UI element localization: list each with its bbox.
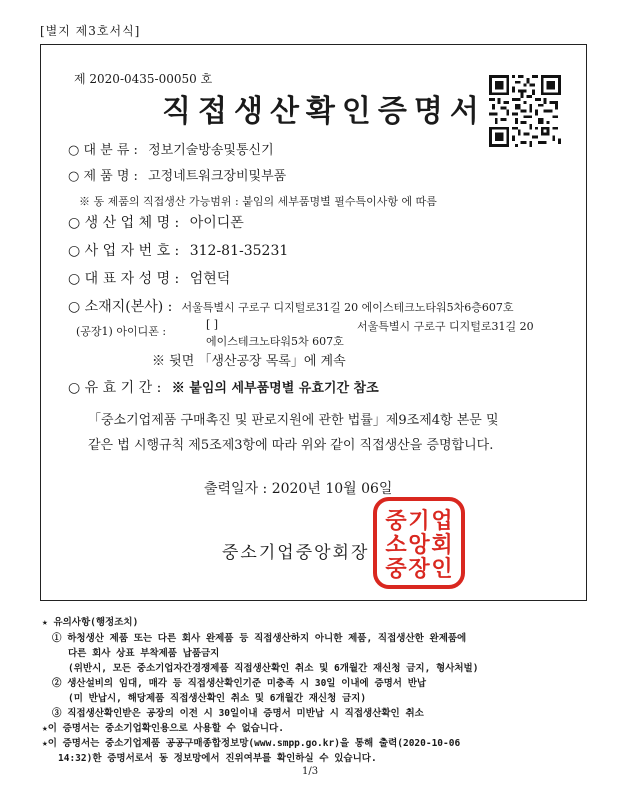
factory-address-line1: 서울특별시 구로구 디지털로31길 20 bbox=[357, 320, 534, 333]
validity-value: ※ 붙임의 세부품명별 유효기간 참조 bbox=[171, 381, 379, 396]
notice-star1: ★이 증명서는 중소기업확인용으로 사용할 수 없습니다. bbox=[42, 723, 284, 734]
issuer-name: 중소기업중앙회장 bbox=[222, 543, 370, 563]
seal-char: 업 bbox=[431, 508, 453, 534]
factory-bracket: [ ] bbox=[206, 318, 219, 331]
notice-item2-line1: ② 생산설비의 임대, 매각 등 직접생산확인기준 미충족 시 30일 이내에 증명서 반납 bbox=[52, 678, 427, 689]
notice-star2-line2: 14:32)한 증명서로서 동 정보망에서 진위여부를 확인하실 수 있습니다. bbox=[58, 753, 377, 764]
business-number-value: 312-81-35231 bbox=[189, 243, 289, 259]
form-label: [별지 제3호서식] bbox=[40, 24, 141, 38]
factory-address-line2: 에이스테크노타워5차 607호 bbox=[206, 335, 344, 348]
validity-label: ○ 유 효 기 간 : bbox=[68, 380, 162, 396]
ceo-row bbox=[68, 268, 230, 288]
product-row bbox=[68, 165, 286, 184]
company-value: 아이디폰 bbox=[189, 215, 244, 231]
address-label: ○ 소재지(본사) : bbox=[68, 299, 173, 315]
notice-item3: ③ 직접생산확인받은 공장의 이전 시 30일이내 증명서 미반납 시 직접생산확인 취소 bbox=[52, 708, 424, 719]
statement-line1: 「중소기업제품 구매촉진 및 판로지원에 관한 법률」제9조제4항 본문 및 bbox=[88, 413, 499, 428]
address-value: 서울특별시 구로구 디지털로31길 20 에이스테크노타워5차6층607호 bbox=[181, 301, 514, 314]
seal-char: 기 bbox=[408, 508, 430, 534]
notice-item2-line2: (미 반납시, 해당제품 직접생산확인 취소 및 6개월간 재신청 금지) bbox=[68, 693, 367, 704]
seal-char: 소 bbox=[385, 532, 407, 558]
category-label: ○ 대 분 류 : bbox=[68, 143, 138, 158]
company-label: ○ 생 산 업 체 명 : bbox=[68, 215, 180, 231]
factory-label: (공장1) 아이디폰 : bbox=[76, 325, 167, 338]
product-value: 고정네트워크장비및부품 bbox=[148, 169, 287, 184]
notice-star2-line1: ★이 증명서는 중소기업제품 공공구매종합정보망(www.smpp.go.kr)을 통해 출력(2020-10-06 bbox=[42, 738, 461, 749]
seal-char: 중 bbox=[385, 508, 407, 534]
print-date: 출력일자 : 2020년 10월 06일 bbox=[204, 481, 393, 497]
notice-item1-line2: 다른 회사 상표 부착제품 납품금지 bbox=[68, 648, 220, 659]
notice-item1-line3: (위반시, 모든 중소기업자간경쟁제품 직접생산확인 취소 및 6개월간 재신청 금지, 형사처벌) bbox=[68, 663, 479, 674]
product-label: ○ 제 품 명 : bbox=[68, 169, 138, 184]
ceo-value: 엄현덕 bbox=[189, 271, 231, 287]
document-number: 제 2020-0435-00050 호 bbox=[74, 72, 213, 86]
category-row bbox=[68, 139, 274, 158]
qr-code-icon bbox=[489, 75, 561, 147]
validity-row bbox=[68, 377, 379, 397]
notice-item1-line1: ① 하청생산 제품 또는 다른 회사 완제품 등 직접생산하지 아니한 제품, 직접생산한 완제품에 bbox=[52, 633, 467, 644]
address-row bbox=[68, 296, 513, 316]
seal-char: 인 bbox=[431, 556, 453, 582]
statement-line2: 같은 법 시행규칙 제5조제3항에 따라 위와 같이 직접생산을 증명합니다. bbox=[88, 438, 494, 453]
factory-note: ※ 뒷면 「생산공장 목록」에 계속 bbox=[152, 354, 346, 369]
company-row bbox=[68, 212, 244, 232]
official-seal-icon bbox=[372, 496, 466, 590]
seal-char: 회 bbox=[431, 532, 453, 558]
notice-heading: ★ 유의사항(행정조치) bbox=[42, 617, 139, 628]
ceo-label: ○ 대 표 자 성 명 : bbox=[68, 271, 180, 287]
seal-char: 중 bbox=[385, 556, 407, 582]
business-number-label: ○ 사 업 자 번 호 : bbox=[68, 243, 180, 259]
business-number-row bbox=[68, 240, 288, 260]
seal-char: 앙 bbox=[408, 532, 430, 558]
seal-char: 장 bbox=[408, 556, 430, 582]
page-number: 1/3 bbox=[302, 766, 319, 777]
scope-note: ※ 동 제품의 직접생산 가능범위 : 붙임의 세부품명별 필수특이사항 에 따름 bbox=[79, 195, 437, 208]
certificate-title: 직접생산확인증명서 bbox=[162, 94, 486, 129]
category-value: 정보기술방송및통신기 bbox=[148, 143, 274, 158]
